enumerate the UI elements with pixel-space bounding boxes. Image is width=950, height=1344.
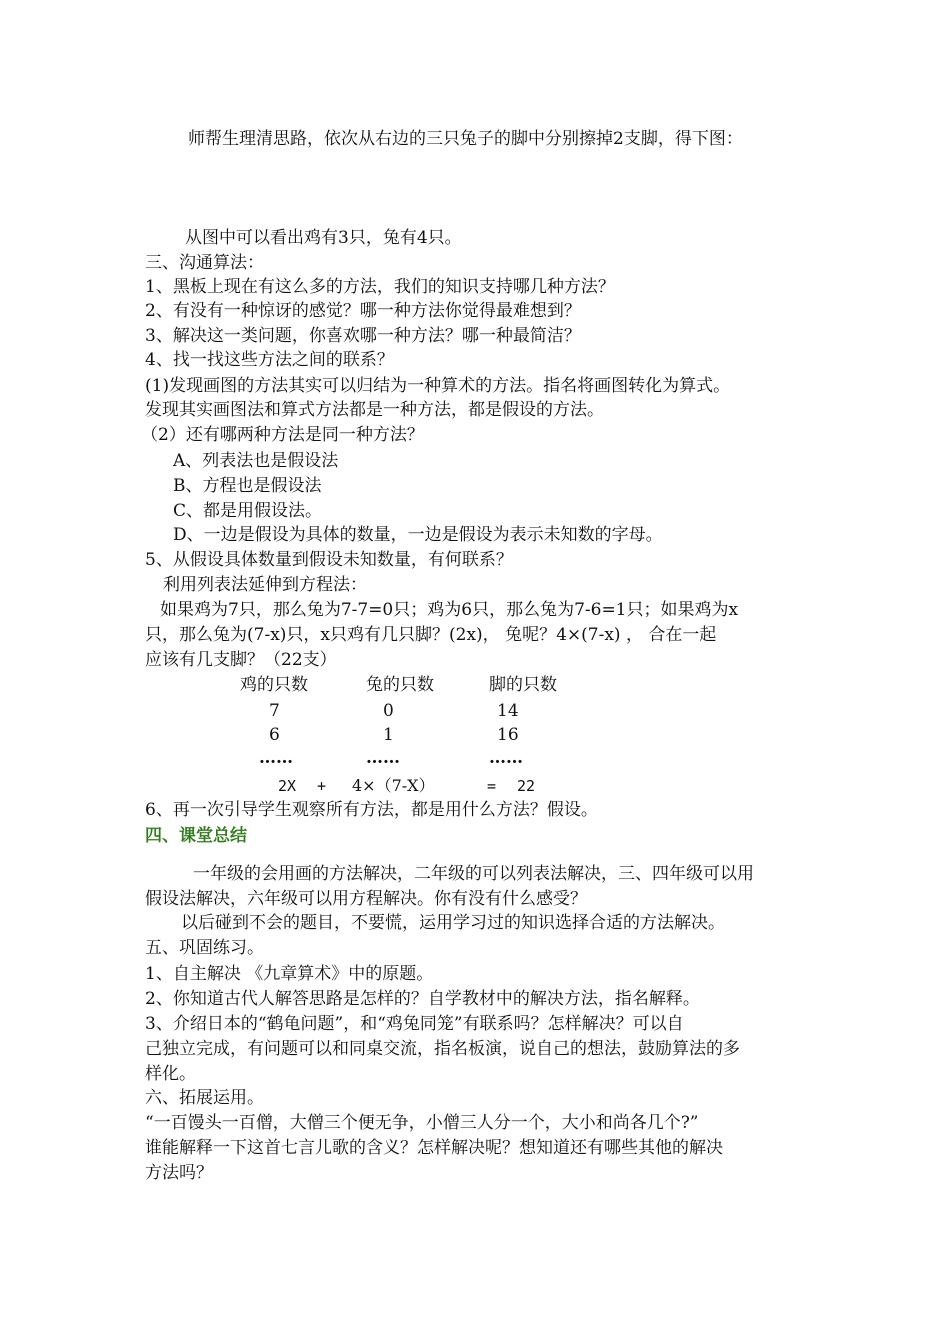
table-cell: 6 [269, 725, 280, 745]
point-1-line-2: 发现其实画图法和算式方法都是一种方法，都是假设的方法。 [145, 400, 604, 420]
question-5-text-3: 应该有几支脚？（22支） [145, 650, 337, 670]
question-3: 3、解决这一类问题，你喜欢哪一种方法？哪一种最简洁？ [145, 326, 581, 346]
question-4: 4、找一找这些方法之间的联系？ [145, 350, 394, 370]
poem-line: “一百馒头一百僧，大僧三个便无争，小僧三人分一个，大小和尚各几个?” [145, 1113, 699, 1133]
extension-question-1: 谁能解释一下这首七言儿歌的含义？怎样解决呢？想知道还有哪些其他的解决 [145, 1138, 723, 1158]
table-cell: …… [366, 748, 400, 768]
table-cell: 14 [497, 701, 519, 721]
table-header-feet: 脚的只数 [489, 675, 557, 695]
table-cell: …… [259, 748, 293, 768]
summary-line-1: 一年级的会用画的方法解决，二年级的可以列表法解决，三、四年级可以用 [193, 864, 754, 884]
intro-line: 师帮生理清思路，依次从右边的三只兔子的脚中分别擦掉2支脚，得下图： [188, 129, 743, 149]
summary-line-2: 假设法解决，六年级可以用方程解决。你有没有什么感受？ [145, 889, 587, 909]
question-2: 2、有没有一种惊讶的感觉？哪一种方法你觉得最难想到？ [145, 301, 581, 321]
equation-plus: + [317, 777, 327, 795]
question-5: 5、从假设具体数量到假设未知数量，有何联系？ [145, 550, 513, 570]
table-header-rabbit: 兔的只数 [366, 675, 434, 695]
equation-total: 22 [517, 777, 536, 795]
section-3-title: 三、沟通算法： [145, 253, 264, 273]
summary-line-3: 以后碰到不会的题目，不要慌，运用学习过的知识选择合适的方法解决。 [181, 913, 725, 933]
equation-term-chicken: 2X [278, 777, 297, 795]
table-cell: 16 [497, 725, 519, 745]
table-cell: …… [489, 748, 523, 768]
point-2: （2）还有哪两种方法是同一种方法？ [141, 425, 424, 445]
question-1: 1、黑板上现在有这么多的方法，我们的知识支持哪几种方法？ [145, 277, 615, 297]
equation-term-rabbit: 4×（7-X） [352, 776, 435, 795]
question-5-text-2: 只，那么兔为(7-x)只，x只鸡有几只脚？(2x)， 兔呢？4×(7-x) ， 合在一起 [145, 625, 717, 645]
option-c: C、都是用假设法。 [173, 501, 323, 521]
option-d: D、一边是假设为具体的数量，一边是假设为表示未知数的字母。 [173, 525, 663, 545]
question-5-text-1: 如果鸡为7只，那么兔为7-7=0只；鸡为6只，那么兔为7-6=1只；如果鸡为x [160, 600, 739, 620]
equation-equals: = [487, 777, 497, 795]
option-b: B、方程也是假设法 [173, 476, 322, 496]
option-a: A、列表法也是假设法 [173, 451, 339, 471]
section-5-title: 五、巩固练习。 [145, 938, 264, 958]
exercise-2: 2、你知道古代人解答思路是怎样的？自学教材中的解决方法，指名解释。 [145, 989, 700, 1009]
table-cell: 7 [269, 701, 280, 721]
extension-question-2: 方法吗？ [145, 1163, 213, 1183]
point-1-line-1: (1)发现画图的方法其实可以归结为一种算术的方法。指名将画图转化为算式。 [145, 376, 731, 396]
section-6-title: 六、拓展运用。 [145, 1088, 264, 1108]
exercise-3-line-2: 己独立完成，有问题可以和同桌交流，指名板演，说自己的想法，鼓励算法的多 [145, 1039, 740, 1059]
exercise-1: 1、自主解决 《九章算术》中的原题。 [145, 964, 434, 984]
exercise-3-line-1: 3、介绍日本的“鹤龟问题”，和“鸡兔同笼”有联系吗？怎样解决？可以自 [145, 1014, 684, 1034]
table-header-chicken: 鸡的只数 [240, 675, 308, 695]
result-line: 从图中可以看出鸡有3只，兔有4只。 [185, 228, 462, 248]
table-cell: 1 [383, 725, 394, 745]
exercise-3-line-3: 样化。 [145, 1064, 196, 1084]
section-4-title: 四、课堂总结 [145, 826, 247, 846]
question-6: 6、再一次引导学生观察所有方法，都是用什么方法？假设。 [145, 800, 598, 820]
question-5-extend: 利用列表法延伸到方程法： [163, 575, 367, 595]
table-cell: 0 [383, 701, 394, 721]
